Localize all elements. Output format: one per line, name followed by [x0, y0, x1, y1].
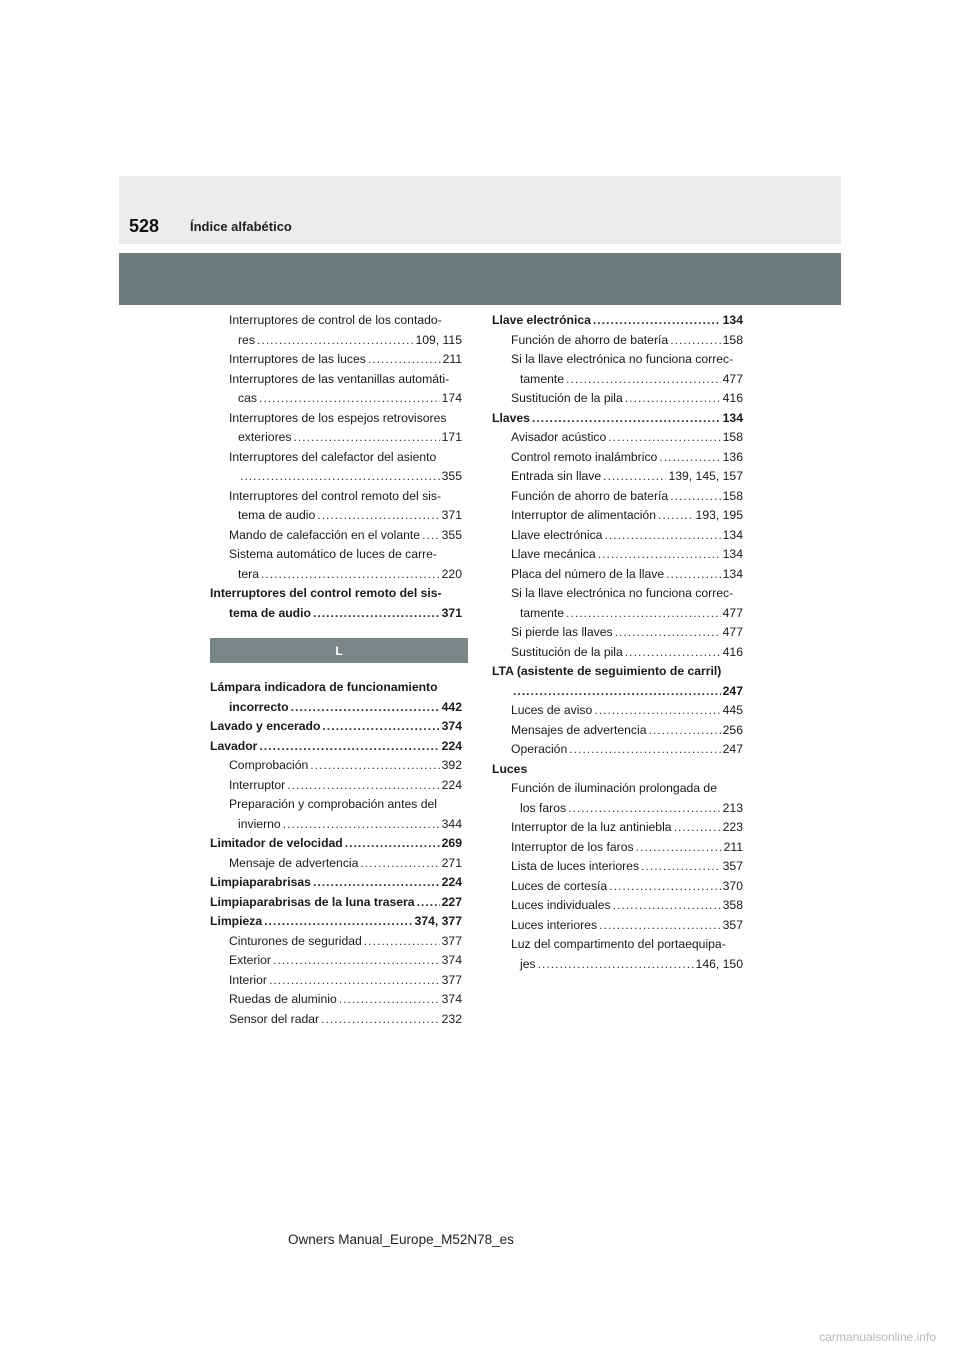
- entry-text: Placa del número de la llave: [511, 566, 665, 581]
- footer-manual-name: Owners Manual_Europe_M52N78_es: [288, 1232, 514, 1247]
- dot-leader: [625, 643, 721, 663]
- index-entry: [210, 834, 462, 854]
- index-entry: [492, 311, 743, 331]
- page-reference: 211: [442, 352, 462, 366]
- index-entry: [492, 760, 743, 780]
- entry-text: res: [238, 332, 255, 347]
- entry-text: Si la llave electrónica no funciona correc-: [511, 586, 734, 600]
- page-reference: 392: [441, 758, 462, 772]
- index-subentry: [492, 682, 743, 702]
- entry-text: Lavador: [210, 738, 258, 753]
- entry-text: Función de ahorro de batería: [511, 332, 669, 347]
- page-reference: 109, 115: [415, 332, 462, 347]
- page-reference: 213: [722, 800, 743, 815]
- entry-text: Comprobación: [229, 758, 309, 772]
- dot-leader: [598, 545, 721, 565]
- index-subentry: [210, 409, 462, 429]
- dot-leader: [658, 506, 694, 526]
- entry-text: Mensajes de advertencia: [511, 722, 647, 737]
- index-subentry: [492, 389, 743, 409]
- dot-leader: [636, 838, 722, 858]
- index-subentry: [210, 604, 462, 624]
- dot-leader: [368, 350, 441, 370]
- page-reference: 134: [722, 547, 743, 561]
- page-reference: 224: [441, 875, 462, 889]
- dot-leader: [604, 526, 720, 546]
- index-subentry: [210, 698, 462, 718]
- index-subentry: [492, 604, 743, 624]
- index-entry: [210, 873, 462, 893]
- entry-text: Llave electrónica: [511, 527, 603, 542]
- index-entry: [210, 912, 462, 932]
- entry-text: Interruptores de las luces: [229, 352, 366, 366]
- entry-text: Cinturones de seguridad: [229, 933, 362, 948]
- dot-leader: [625, 389, 721, 409]
- dot-leader: [599, 916, 721, 936]
- dot-leader: [593, 311, 721, 331]
- index-subentry: [492, 623, 743, 643]
- entry-text: Lista de luces interiores: [511, 859, 640, 873]
- dot-leader: [313, 604, 440, 624]
- entry-text: cas: [238, 391, 257, 405]
- page-reference: 271: [441, 855, 462, 870]
- index-subentry: [492, 721, 743, 741]
- index-subentry: [492, 506, 743, 526]
- index-subentry: [210, 370, 462, 390]
- page-reference: 247: [722, 742, 743, 756]
- page-reference: 224: [441, 738, 462, 753]
- page-reference: 224: [441, 777, 462, 792]
- entry-text: Interruptor de los faros: [511, 839, 634, 854]
- index-subentry: [210, 1010, 462, 1030]
- page-reference: 416: [722, 644, 743, 659]
- index-subentry: [492, 584, 743, 604]
- dot-leader: [649, 721, 721, 741]
- entry-text: tera: [238, 566, 260, 581]
- entry-text: Mensaje de advertencia: [229, 855, 359, 870]
- entry-text: Interruptores del control remoto del sis-: [210, 586, 442, 600]
- section-title: Índice alfabético: [190, 219, 292, 234]
- dot-leader: [513, 682, 721, 702]
- dot-leader: [613, 896, 721, 916]
- dot-leader: [310, 756, 439, 776]
- page-reference: 344: [441, 816, 462, 831]
- page-reference: 247: [722, 683, 743, 698]
- index-subentry: [492, 526, 743, 546]
- index-subentry: [492, 740, 743, 760]
- index-subentry: [210, 506, 462, 526]
- dot-leader: [261, 565, 440, 585]
- page-reference: 171: [441, 430, 462, 444]
- index-subentry: [492, 955, 743, 975]
- dot-leader: [294, 428, 440, 448]
- index-subentry: [210, 990, 462, 1010]
- entry-text: Sistema automático de luces de carre-: [229, 547, 437, 561]
- page-reference: 377: [441, 972, 462, 987]
- page-reference: 269: [441, 836, 462, 850]
- entry-text: Interruptores del control remoto del sis-: [229, 488, 442, 503]
- index-subentry: [210, 467, 462, 487]
- entry-text: Interruptor de la luz antiniebla: [511, 820, 672, 834]
- index-subentry: [210, 389, 462, 409]
- page-reference: 146, 150: [695, 956, 743, 971]
- dot-leader: [659, 448, 720, 468]
- page-reference: 232: [441, 1011, 462, 1026]
- entry-text: LTA (asistente de seguimiento de carril): [492, 664, 722, 678]
- page-reference: 371: [441, 508, 462, 522]
- index-entry: [210, 737, 462, 757]
- page-number: 528: [129, 216, 160, 236]
- index-subentry: [492, 487, 743, 507]
- entry-text: Operación: [511, 742, 568, 756]
- page-reference: 477: [722, 625, 743, 639]
- index-subentry: [492, 448, 743, 468]
- entry-text: Limitador de velocidad: [210, 836, 343, 850]
- entry-text: Interruptores de las ventanillas automáti-: [229, 371, 450, 386]
- page-reference: 158: [722, 332, 743, 347]
- footer-watermark: carmanualsonline.info: [819, 1330, 936, 1344]
- header-dark-band: [119, 253, 841, 305]
- page-reference: 211: [723, 839, 743, 854]
- index-subentry: [210, 795, 462, 815]
- entry-text: Ruedas de aluminio: [229, 992, 337, 1006]
- dot-leader: [321, 1010, 440, 1030]
- entry-text: Preparación y comprobación antes del: [229, 797, 437, 811]
- entry-text: Exterior: [229, 953, 271, 967]
- index-subentry: [492, 857, 743, 877]
- dot-leader: [313, 873, 440, 893]
- index-subentry: [492, 331, 743, 351]
- entry-text: Función de iluminación prolongada de: [511, 781, 717, 795]
- dot-leader: [568, 799, 721, 819]
- page-reference: 158: [722, 430, 743, 444]
- index-subentry: [492, 643, 743, 663]
- dot-leader: [641, 857, 721, 877]
- index-column-right: [492, 311, 743, 974]
- entry-text: jes: [520, 956, 536, 971]
- index-subentry: [492, 565, 743, 585]
- entry-text: Sustitución de la pila: [511, 391, 623, 405]
- page-reference: 371: [441, 605, 462, 620]
- page-reference: 370: [722, 878, 743, 893]
- dot-leader: [608, 428, 720, 448]
- dot-leader: [264, 912, 412, 932]
- dot-leader: [670, 331, 720, 351]
- page-reference: 357: [722, 917, 743, 932]
- page-reference: 134: [722, 410, 743, 425]
- dot-leader: [269, 971, 440, 991]
- dot-leader: [538, 955, 694, 975]
- dot-leader: [594, 701, 720, 721]
- page-reference: 256: [722, 722, 743, 737]
- dot-leader: [674, 818, 721, 838]
- index-subentry: [210, 932, 462, 952]
- entry-text: Luces de aviso: [511, 703, 593, 717]
- entry-text: Control remoto inalámbrico: [511, 449, 658, 464]
- entry-text: Limpiaparabrisas: [210, 875, 311, 889]
- index-subentry: [492, 935, 743, 955]
- dot-leader: [259, 389, 440, 409]
- index-subentry: [492, 779, 743, 799]
- page-reference: 416: [722, 391, 743, 405]
- index-entry: [492, 662, 743, 682]
- index-letter-header: L: [210, 638, 468, 663]
- dot-leader: [422, 526, 440, 546]
- dot-leader: [609, 877, 720, 897]
- entry-text: Lámpara indicadora de funcionamiento: [210, 680, 438, 694]
- page-reference: 374, 377: [414, 914, 462, 928]
- index-subentry: [210, 350, 462, 370]
- dot-leader: [569, 740, 720, 760]
- entry-text: Interruptor: [229, 777, 286, 792]
- dot-leader: [417, 893, 440, 913]
- index-subentry: [210, 311, 462, 331]
- entry-text: Luz del compartimento del portaequipa-: [511, 937, 726, 951]
- entry-text: Luces interiores: [511, 917, 598, 932]
- page-reference: 158: [722, 488, 743, 503]
- dot-leader: [566, 370, 721, 390]
- index-subentry: [492, 896, 743, 916]
- index-column-left: [210, 311, 462, 1029]
- entry-text: Lavado y encerado: [210, 719, 321, 733]
- entry-text: Luces: [492, 761, 528, 776]
- entry-text: tema de audio: [238, 508, 316, 522]
- dot-leader: [317, 506, 439, 526]
- index-subentry: [210, 545, 462, 565]
- entry-text: Llaves: [492, 410, 530, 425]
- entry-text: Interruptores de control de los contado-: [229, 313, 442, 327]
- entry-text: Entrada sin llave: [511, 469, 602, 483]
- entry-text: Sensor del radar: [229, 1011, 320, 1026]
- dot-leader: [566, 604, 721, 624]
- page-reference: 193, 195: [695, 508, 743, 522]
- page-reference: 223: [722, 820, 743, 834]
- page-reference: 134: [722, 527, 743, 542]
- page-reference: 442: [441, 699, 462, 714]
- page-reference: 477: [722, 371, 743, 386]
- dot-leader: [287, 776, 439, 796]
- entry-text: Limpieza: [210, 914, 263, 928]
- page-reference: 377: [441, 933, 462, 948]
- entry-text: exteriores: [238, 430, 292, 444]
- page-reference: 357: [722, 859, 743, 873]
- page-reference: 445: [722, 703, 743, 717]
- entry-text: Interruptor de alimentación: [511, 508, 656, 522]
- dot-leader: [615, 623, 721, 643]
- dot-leader: [322, 717, 439, 737]
- index-subentry: [210, 331, 462, 351]
- page-reference: 477: [722, 605, 743, 620]
- page-reference: 374: [441, 719, 462, 733]
- dot-leader: [339, 990, 440, 1010]
- index-entry: [492, 409, 743, 429]
- index-subentry: [210, 776, 462, 796]
- index-subentry: [210, 565, 462, 585]
- page-reference: 358: [722, 898, 743, 912]
- page-reference: 134: [722, 313, 743, 327]
- entry-text: incorrecto: [229, 699, 289, 714]
- dot-leader: [364, 932, 440, 952]
- index-entry: [210, 717, 462, 737]
- entry-text: Interruptores de los espejos retrovisores: [229, 410, 447, 425]
- index-subentry: [210, 448, 462, 468]
- entry-text: Luces individuales: [511, 898, 611, 912]
- index-subentry: [492, 350, 743, 370]
- entry-text: Interior: [229, 972, 267, 987]
- entry-text: Limpiaparabrisas de la luna trasera: [210, 894, 415, 909]
- dot-leader: [670, 487, 720, 507]
- index-subentry: [492, 428, 743, 448]
- entry-text: invierno: [238, 816, 281, 831]
- entry-text: tamente: [520, 605, 565, 620]
- dot-leader: [257, 331, 414, 351]
- entry-text: los faros: [520, 800, 567, 815]
- dot-leader: [666, 565, 721, 585]
- page-reference: 139, 145, 157: [668, 469, 743, 483]
- dot-leader: [291, 698, 440, 718]
- index-subentry: [492, 467, 743, 487]
- page-reference: 134: [722, 566, 743, 581]
- dot-leader: [532, 409, 721, 429]
- entry-text: tema de audio: [229, 605, 311, 620]
- page-reference: 374: [441, 992, 462, 1006]
- index-subentry: [210, 951, 462, 971]
- page-reference: 374: [441, 953, 462, 967]
- index-entry: [210, 678, 462, 698]
- page-reference: 220: [441, 566, 462, 581]
- dot-leader: [283, 815, 440, 835]
- index-entry: [210, 584, 462, 604]
- dot-leader: [603, 467, 666, 487]
- entry-text: Si la llave electrónica no funciona correc-: [511, 352, 734, 366]
- entry-text: Si pierde las llaves: [511, 625, 613, 639]
- index-subentry: [210, 854, 462, 874]
- dot-leader: [360, 854, 439, 874]
- dot-leader: [240, 467, 440, 487]
- index-subentry: [210, 487, 462, 507]
- entry-text: Llave electrónica: [492, 313, 591, 327]
- entry-text: Luces de cortesía: [511, 878, 608, 893]
- dot-leader: [259, 737, 439, 757]
- page-reference: 136: [722, 449, 743, 464]
- entry-text: Función de ahorro de batería: [511, 488, 669, 503]
- entry-text: Mando de calefacción en el volante: [229, 527, 421, 542]
- entry-text: Llave mecánica: [511, 547, 596, 561]
- page-reference: 355: [441, 469, 462, 483]
- index-subentry: [210, 756, 462, 776]
- entry-text: Avisador acústico: [511, 430, 607, 444]
- dot-leader: [273, 951, 440, 971]
- dot-leader: [345, 834, 440, 854]
- index-subentry: [492, 838, 743, 858]
- index-subentry: [492, 545, 743, 565]
- index-subentry: [210, 815, 462, 835]
- index-entry: [210, 893, 462, 913]
- index-subentry: [492, 818, 743, 838]
- index-subentry: [492, 799, 743, 819]
- page-reference: 355: [441, 527, 462, 542]
- page-reference: 227: [441, 894, 462, 909]
- index-subentry: [210, 971, 462, 991]
- index-subentry: [492, 370, 743, 390]
- index-subentry: [492, 877, 743, 897]
- index-subentry: [492, 916, 743, 936]
- index-subentry: [210, 428, 462, 448]
- entry-text: Sustitución de la pila: [511, 644, 623, 659]
- index-subentry: [492, 701, 743, 721]
- index-subentry: [210, 526, 462, 546]
- page-reference: 174: [441, 391, 462, 405]
- entry-text: Interruptores del calefactor del asiento: [229, 449, 437, 464]
- entry-text: tamente: [520, 371, 565, 386]
